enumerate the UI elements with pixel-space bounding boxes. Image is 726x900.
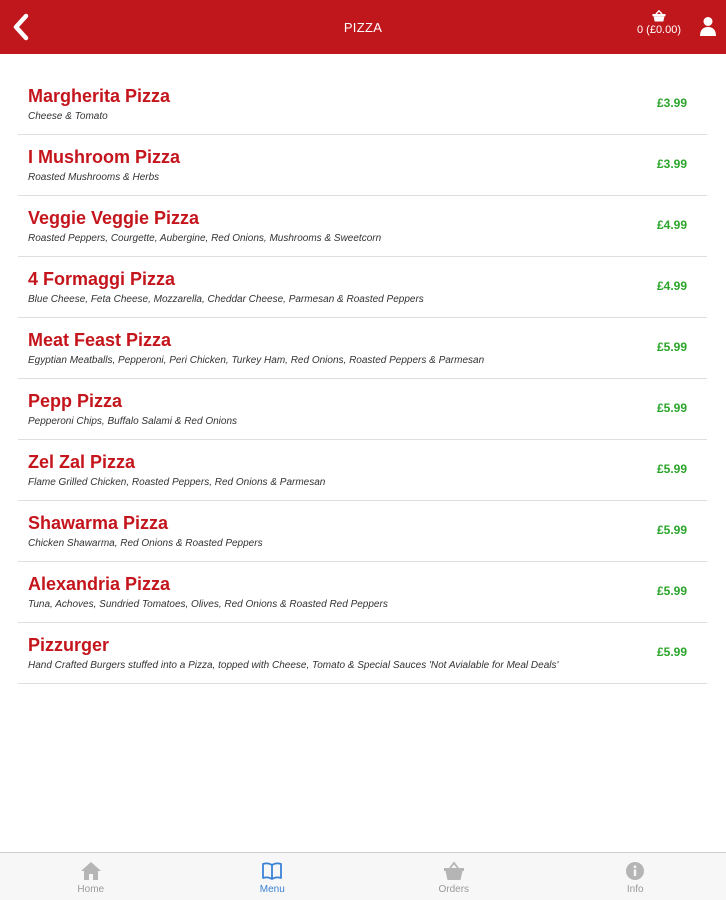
menu-item[interactable] <box>18 379 707 440</box>
basket-button[interactable] <box>628 8 690 48</box>
menu-item[interactable] <box>18 501 707 562</box>
menu-item-price: £3.99 <box>656 157 687 171</box>
menu-item-price: £4.99 <box>656 279 687 293</box>
menu-item-name: Alexandria Pizza <box>28 574 171 594</box>
menu-item-name: Pepp Pizza <box>28 391 123 411</box>
nav-item-orders[interactable] <box>363 853 545 900</box>
menu-item-description: Cheese & Tomato <box>28 111 108 122</box>
menu-item[interactable] <box>18 562 707 623</box>
basket-icon <box>443 861 465 881</box>
menu-item-description: Tuna, Achoves, Sundried Tomatoes, Olives, Red Onions & Roasted Red Peppers <box>28 599 388 610</box>
menu-item[interactable] <box>18 196 707 257</box>
bottom-navigation <box>0 852 726 900</box>
menu-item-name: I Mushroom Pizza <box>28 147 181 167</box>
menu-item-name: Zel Zal Pizza <box>28 452 136 472</box>
menu-item-description: Roasted Mushrooms & Herbs <box>28 172 160 183</box>
menu-item-price: £5.99 <box>656 584 687 598</box>
menu-item-price: £4.99 <box>656 218 687 232</box>
account-button[interactable] <box>697 15 721 39</box>
menu-item-name: Meat Feast Pizza <box>28 330 172 350</box>
menu-item-description: Roasted Peppers, Courgette, Aubergine, Red Onions, Mushrooms & Sweetcorn <box>28 233 382 244</box>
nav-label-menu: Menu <box>259 884 285 895</box>
menu-item-price: £5.99 <box>656 523 687 537</box>
menu-item-description: Blue Cheese, Feta Cheese, Mozzarella, Cheddar Cheese, Parmesan & Roasted Peppers <box>28 294 424 305</box>
nav-item-info[interactable] <box>545 853 726 900</box>
menu-item-description: Hand Crafted Burgers stuffed into a Pizza, topped with Cheese, Tomato & Special Sauces 'Not Avialable for Meal Deals' <box>28 660 559 671</box>
menu-item[interactable] <box>18 318 707 379</box>
menu-item-description: Pepperoni Chips, Buffalo Salami & Red Onions <box>28 416 238 427</box>
home-icon <box>80 861 102 881</box>
menu-item[interactable] <box>18 135 707 196</box>
menu-item-description: Egyptian Meatballs, Pepperoni, Peri Chicken, Turkey Ham, Red Onions, Roasted Peppers & Parmesan <box>28 355 485 366</box>
menu-item[interactable] <box>18 257 707 318</box>
menu-item-price: £5.99 <box>656 340 687 354</box>
menu-item-price: £5.99 <box>656 462 687 476</box>
nav-label-home: Home <box>77 884 105 895</box>
nav-item-menu[interactable] <box>182 853 364 900</box>
page-title: PIZZA <box>343 20 383 35</box>
book-icon <box>261 861 283 881</box>
menu-item-price: £5.99 <box>656 401 687 415</box>
menu-item-price: £5.99 <box>656 645 687 659</box>
menu-item-price: £3.99 <box>656 96 687 110</box>
menu-item[interactable] <box>18 623 707 684</box>
menu-item-name: Shawarma Pizza <box>28 513 169 533</box>
basket-summary: 0 (£0.00) <box>636 24 682 36</box>
menu-list <box>18 74 707 684</box>
user-icon <box>697 15 719 37</box>
nav-label-orders: Orders <box>438 884 470 895</box>
menu-item-name: Pizzurger <box>28 635 110 655</box>
nav-label-info: Info <box>626 884 644 895</box>
basket-icon <box>652 10 666 22</box>
nav-item-home[interactable] <box>0 853 182 900</box>
menu-item-description: Flame Grilled Chicken, Roasted Peppers, Red Onions & Parmesan <box>28 477 326 488</box>
menu-item[interactable] <box>18 440 707 501</box>
menu-item-name: Margherita Pizza <box>28 86 171 106</box>
info-icon <box>624 861 646 881</box>
menu-item-name: 4 Formaggi Pizza <box>28 269 176 289</box>
top-app-bar <box>0 0 726 54</box>
menu-item-description: Chicken Shawarma, Red Onions & Roasted Peppers <box>28 538 263 549</box>
menu-item-name: Veggie Veggie Pizza <box>28 208 200 228</box>
menu-item[interactable] <box>18 74 707 135</box>
